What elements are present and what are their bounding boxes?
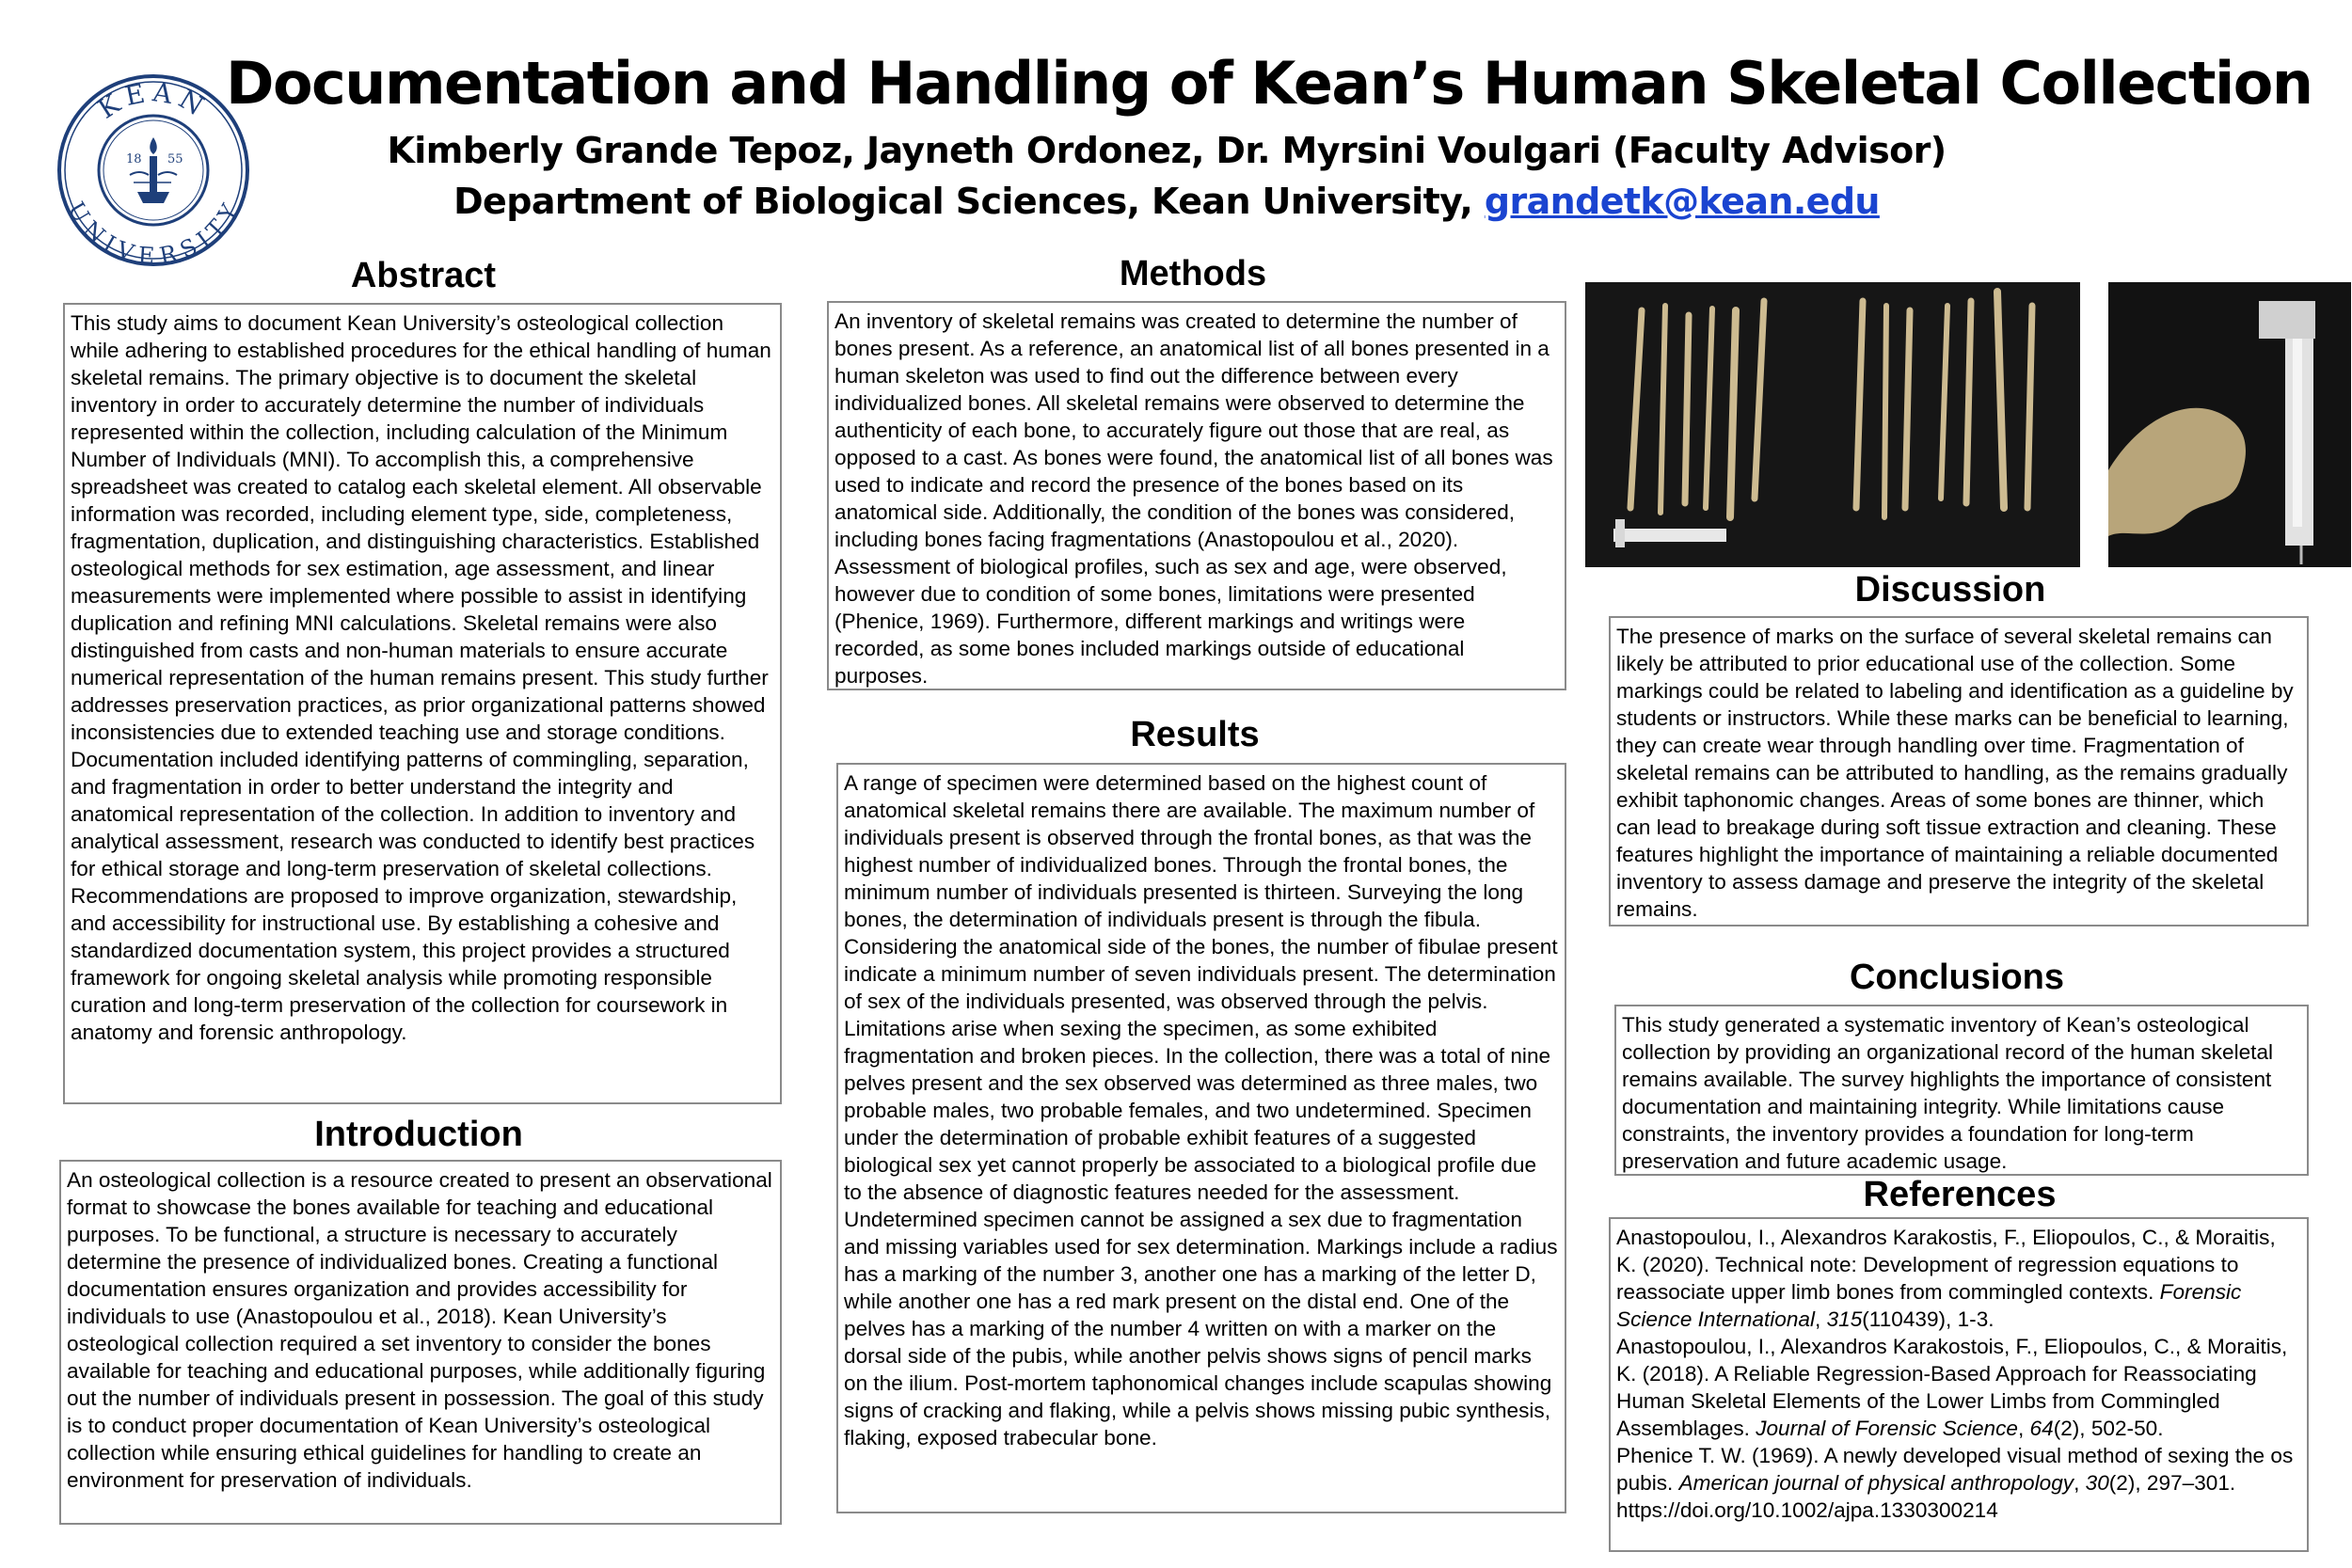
discussion-text: The presence of marks on the surface of several skeletal remains can likely be attributed to prior educational use of the collection. Some markings could be related to labeling and identification as a guideline by students or instructors. While these marks can be beneficial to learning, they can create wear through handling over time. Fragmentation of skeletal remains can be attributed to handling, as the remains gradually exhibit taphonomic changes. Areas of some bones are thinner, which can lead to breakage during soft tissue extraction and cleaning. These features highlight the importance of maintaining a reliable documented inventory to assess damage and preserve the integrity of the skeletal remains. bbox=[1616, 625, 2294, 921]
svg-text:55: 55 bbox=[167, 152, 183, 166]
email-link[interactable]: grandetk@kean.edu bbox=[1484, 181, 1880, 222]
conclusions-heading: Conclusions bbox=[1849, 958, 2065, 997]
poster-title: Documentation and Handling of Kean’s Human Skeletal Collection bbox=[226, 49, 2312, 118]
abstract-text: This study aims to document Kean University’s osteological collection while adhering to established procedures for the ethical handling of human skeletal remains. The primary objective is to document the skeletal inventory in order to accurately determine the number of individuals represented within the collection, including calculation of the Minimum Number of Individuals (MNI). To accomplish this, a comprehensive spreadsheet was created to catalog each skeletal element. All observable information was recorded, including element type, side, completeness, fragmentation, duplication, and distinguishing characteristics. Established osteological methods for sex estimation, age assessment, and linear measurements were implemented where possible to assist in identifying duplication and refining MNI calculations. Skeletal remains were also distinguished from casts and non-human materials to ensure accurate numerical representation of the human remains present. This study further addresses preservation practices, as prior organizational patterns showed inconsistencies due to extended teaching use and storage conditions. Documentation included identifying patterns of commingling, separation, and fragmentation in order to better understand the integrity and anatomical representation of the collection. In addition to inventory and analytical assessment, research was conducted to identify best practices for ethical storage and long-term preservation of skeletal collections. Recommendations are proposed to improve organization, stewardship, and accessibility for instructional use. By establishing a cohesive and standardized documentation system, this project provides a structured framework for ongoing skeletal analysis while promoting responsible curation and long-term preservation of the collection for coursework in anatomy and forensic anthropology. bbox=[71, 311, 771, 1044]
kean-university-seal-icon bbox=[56, 73, 250, 267]
discussion-heading: Discussion bbox=[1854, 570, 2046, 610]
introduction-text: An osteological collection is a resource created to present an observational format to showcase the bones available for teaching and educational purposes. To be functional, a structure is necessary to accurately determine the presence of individualized bones. Creating a functional documentation ensures organization and provides accessibility for individuals to use (Anastopoulou et al., 2018). Kean University’s osteological collection required a set inventory to consider the bones available for teaching and educational purposes, while additionally figuring out the number of individuals present in possession. The goal of this study is to conduct proper documentation of Kean University’s osteological collection while ensuring ethical guidelines for handling to create an environment for preservation of individuals. bbox=[67, 1168, 772, 1492]
abstract-heading: Abstract bbox=[350, 256, 497, 295]
abstract-box bbox=[63, 303, 782, 1104]
conclusions-text: This study generated a systematic inventory of Kean’s osteological collection by providing an organizational record of the human skeletal remains available. The survey highlights the importance of consistent documentation and maintaining integrity. While limitations cause constraints, the inventory provides a foundation for long-term preservation and future academic usage. bbox=[1622, 1013, 2274, 1173]
references-box bbox=[1609, 1217, 2309, 1552]
long-bones-photo bbox=[1585, 282, 2080, 567]
poster-authors: Kimberly Grande Tepoz, Jayneth Ordonez, Dr. Myrsini Voulgari (Faculty Advisor) bbox=[387, 130, 1947, 171]
discussion-box bbox=[1609, 616, 2309, 927]
references-heading: References bbox=[1863, 1175, 2057, 1214]
results-text: A range of specimen were determined based on the highest count of anatomical skeletal remains there are available. The maximum number of individuals present is observed through the frontal bones, as that was the highest number of individualized bones. Through the frontal bones, the minimum number of individuals presented is thirteen. Surveying the long bones, the determination of individuals present is through the fibula. Considering the anatomical side of the bones, the number of fibulae present indicate a minimum number of seven individuals present. The determination of sex of the individuals presented, was observed through the pelvis. Limitations arise when sexing the specimen, as some exhibited fragmentation and broken pieces. In the collection, there was a total of nine pelves present and the sex observed was determined as three males, two probable males, two probable females, and two undetermined. Specimen under the determination of probable exhibit features of a suggested biological sex yet cannot properly be associated to a biological profile due to the absence of diagnostic features needed for the assessment. Undetermined specimen cannot be assigned a sex due to fragmentation and missing variables used for sex determination. Markings include a radius has a marking of the number 3, another one has a marking of the letter D, while another one has a red mark present on the distal end. One of the pelves has a marking of the number 4 written on with a marker on the dorsal side of the pubis, while another pelvis shows signs of pencil marks on the ilium. Post-mortem taphonomical changes include scapulas showing signs of cracking and flaking, while a pelvis shows missing pubic synthesis, flaking, exposed trabecular bone. bbox=[844, 771, 1558, 1449]
methods-text: An inventory of skeletal remains was created to determine the number of bones present. As a reference, an anatomical list of all bones presented in a human skeleton was used to find out the difference between every individualized bones. All skeletal remains were observed to determine the authenticity of each bone, to accurately figure out those that are real, as opposed to a cast. As bones were found, the anatomical list of all bones was used to indicate and record the presence of the bones based on its anatomical side. Additionally, the condition of the bones was considered, including bones facing fragmentations (Anastopoulou et al., 2020). Assessment of biological profiles, such as sex and age, were observed, however due to condition of some bones, limitations were presented (Phenice, 1969). Furthermore, different markings and writings were recorded, as some bones included markings outside of educational purposes. bbox=[834, 309, 1553, 688]
introduction-heading: Introduction bbox=[314, 1115, 523, 1154]
caliper-measurement-photo bbox=[2108, 282, 2351, 567]
methods-heading: Methods bbox=[1119, 254, 1267, 293]
results-heading: Results bbox=[1130, 715, 1260, 754]
reference-entry: Anastopoulou, I., Alexandros Karakostois, F., Eliopoulos, C., & Moraitis, K. (2018). A Reliable Regression-Based Approach for Reassociating Human Skeletal Elements of the Lower Limbs from Commingled Assemblages. Journal of Forensic Science, 64(2), 502-50. bbox=[1616, 1335, 2288, 1440]
conclusions-box bbox=[1614, 1005, 2309, 1176]
reference-entry: Phenice T. W. (1969). A newly developed visual method of sexing the os pubis. American journal of physical anthropology, 30(2), 297–301. https://doi.org/10.1002/ajpa.1330300214 bbox=[1616, 1444, 2294, 1522]
poster-department bbox=[320, 181, 2013, 222]
methods-box bbox=[827, 301, 1566, 690]
svg-text:UNIVERSITY: UNIVERSITY bbox=[62, 197, 245, 267]
svg-text:KEAN: KEAN bbox=[92, 76, 215, 125]
reference-entry: Anastopoulou, I., Alexandros Karakostis, F., Eliopoulos, C., & Moraitis, K. (2020). Technical note: Development of regression equations to reassociate upper limb bones from commingled contexts. Forensic Science International, 315(110439), 1-3. bbox=[1616, 1226, 2276, 1331]
introduction-box bbox=[59, 1160, 782, 1525]
svg-text:18: 18 bbox=[126, 152, 142, 166]
department-text: Department of Biological Sciences, Kean University, bbox=[453, 181, 1485, 222]
results-box bbox=[836, 763, 1566, 1513]
